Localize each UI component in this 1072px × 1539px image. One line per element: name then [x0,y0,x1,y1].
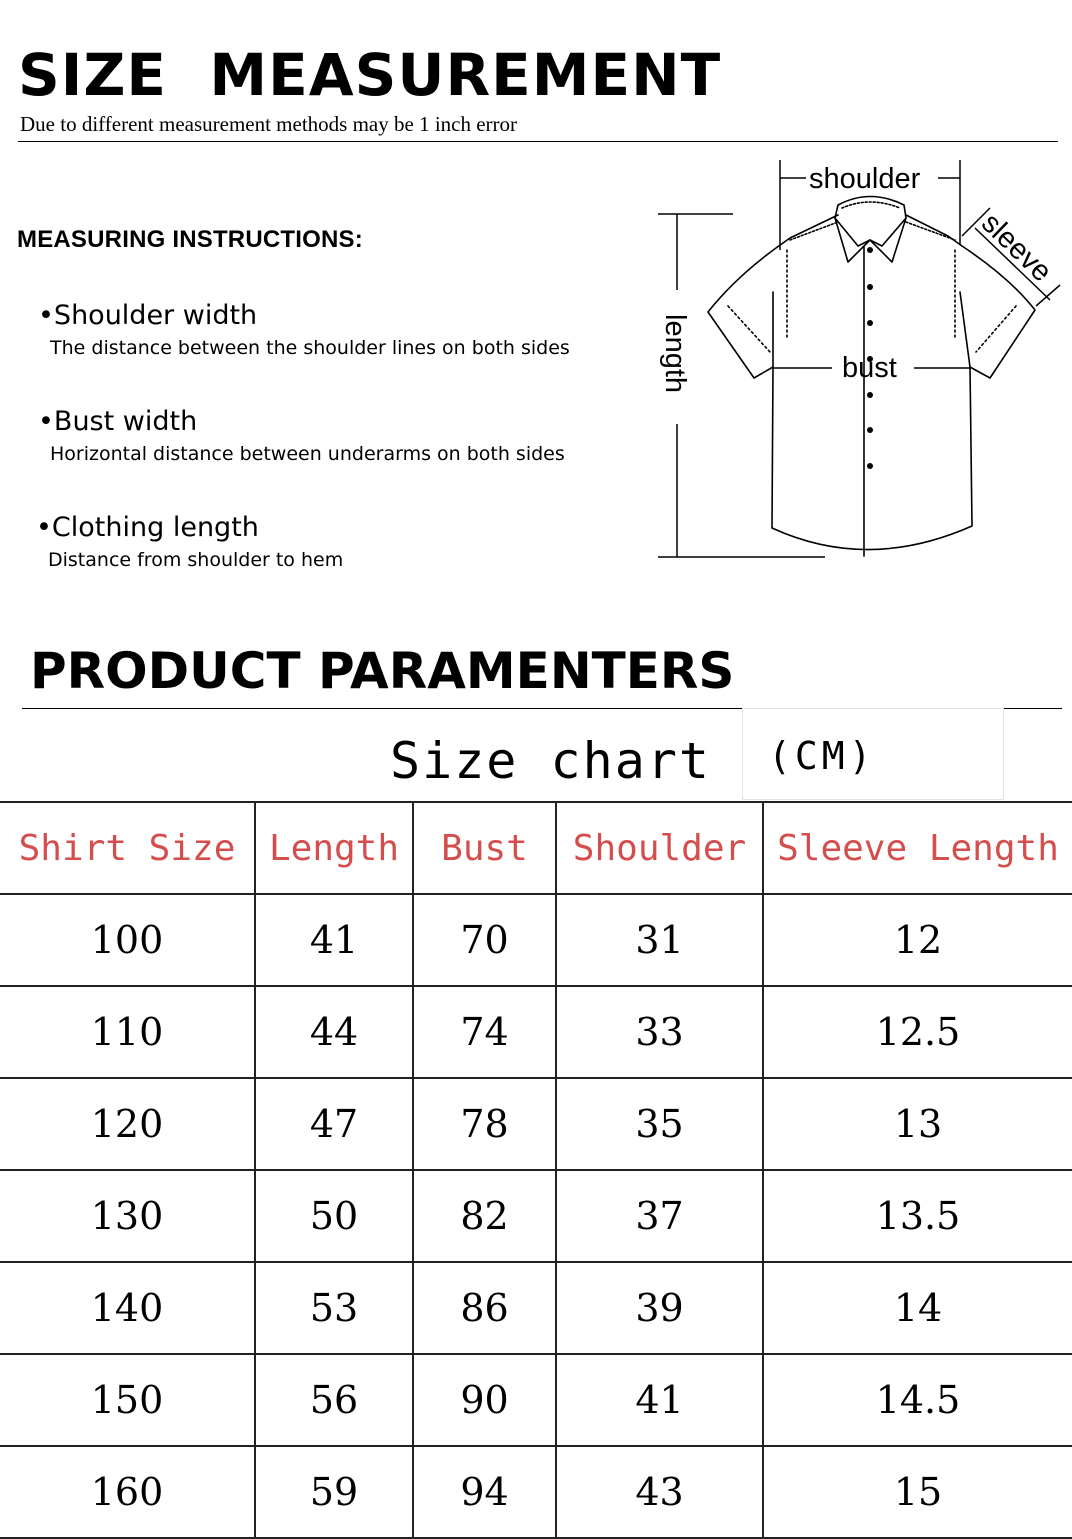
cell-bust: 82 [413,1170,556,1262]
instructions-heading: MEASURING INSTRUCTIONS: [17,226,363,253]
cell-bust: 90 [413,1354,556,1446]
cell-shoulder: 43 [556,1446,763,1538]
column-header-shirt-size: Shirt Size [0,802,255,894]
instruction-length-desc: Distance from shoulder to hem [48,549,344,571]
table-row [0,1446,1072,1538]
column-header-length: Length [255,802,413,894]
column-header-shoulder: Shoulder [556,802,763,894]
cell-bust: 94 [413,1446,556,1538]
table-row [0,1262,1072,1354]
cell-sleeve-length: 14 [763,1262,1072,1354]
cell-size: 140 [0,1262,255,1354]
size-table [0,801,1072,1539]
cell-sleeve-length: 12 [763,894,1072,986]
cell-length: 47 [255,1078,413,1170]
instruction-shoulder-title: •Shoulder width [38,300,258,331]
cell-shoulder: 39 [556,1262,763,1354]
cell-length: 44 [255,986,413,1078]
cell-size: 120 [0,1078,255,1170]
page-subtitle: Due to different measurement methods may be 1 inch error [20,112,518,136]
table-header-row [0,802,1072,894]
cell-size: 150 [0,1354,255,1446]
length-label: length [659,314,691,394]
cell-size: 100 [0,894,255,986]
cell-shoulder: 41 [556,1354,763,1446]
shirt-measurement-diagram [0,0,1072,600]
product-section-title: PRODUCT PARAMENTERS [30,642,735,700]
table-row [0,1354,1072,1446]
cell-bust: 86 [413,1262,556,1354]
instruction-bust-desc: Horizontal distance between underarms on both sides [50,443,565,465]
cell-size: 160 [0,1446,255,1538]
cell-length: 50 [255,1170,413,1262]
shirt-body-outline [772,292,972,550]
cell-bust: 78 [413,1078,556,1170]
column-header-sleeve-length: Sleeve Length [763,802,1072,894]
cell-sleeve-length: 13 [763,1078,1072,1170]
table-row [0,986,1072,1078]
column-header-bust: Bust [413,802,556,894]
shirt-collar [835,197,906,247]
cell-length: 53 [255,1262,413,1354]
bust-label: bust [842,352,897,384]
cell-shoulder: 31 [556,894,763,986]
table-row [0,894,1072,986]
cell-length: 59 [255,1446,413,1538]
table-row [0,1078,1072,1170]
cell-shoulder: 35 [556,1078,763,1170]
size-chart-caption: Size chart [390,732,712,790]
cell-sleeve-length: 12.5 [763,986,1072,1078]
instruction-length-title: •Clothing length [36,512,259,543]
cell-sleeve-length: 14.5 [763,1354,1072,1446]
cell-shoulder: 33 [556,986,763,1078]
cell-sleeve-length: 13.5 [763,1170,1072,1262]
cell-length: 41 [255,894,413,986]
instruction-bust-title: •Bust width [38,406,198,437]
cell-bust: 70 [413,894,556,986]
shoulder-label: shoulder [809,163,921,195]
cell-sleeve-length: 15 [763,1446,1072,1538]
sleeve-label: sleeve [975,207,1058,289]
page-title: SIZE MEASUREMENT [18,41,722,109]
cell-size: 110 [0,986,255,1078]
unit-label: (CM) [768,734,876,778]
instruction-shoulder-desc: The distance between the shoulder lines on both sides [50,337,570,359]
table-row [0,1170,1072,1262]
cell-shoulder: 37 [556,1170,763,1262]
cell-size: 130 [0,1170,255,1262]
cell-bust: 74 [413,986,556,1078]
cell-length: 56 [255,1354,413,1446]
